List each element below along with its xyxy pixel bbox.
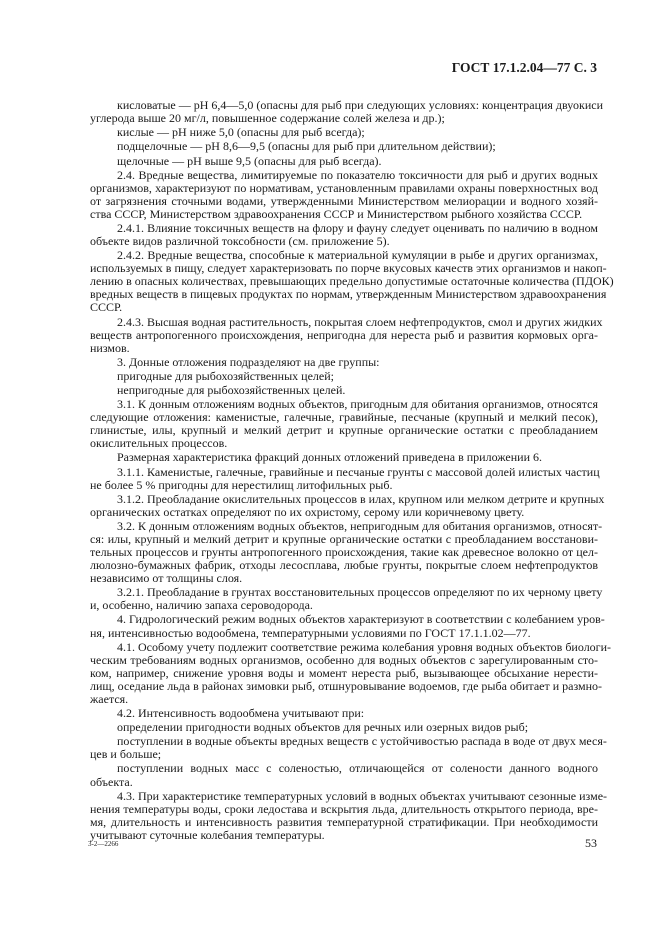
paragraph xyxy=(90,707,598,720)
text-line: СССР. xyxy=(90,300,123,315)
text-line: следующие отложения: каменистые, галечные, гравийные, песчаные (крупный и мелкий песок), xyxy=(90,410,598,425)
text-line: ческим требованиям водных организмов, особенно для водных объектов с зарегулированным сто- xyxy=(90,652,598,667)
paragraph xyxy=(90,370,598,383)
text-line: определении пригодности водных объектов для речных или озерных видов рыб; xyxy=(117,720,529,735)
text-line: жается. xyxy=(90,691,129,706)
text-line: 3. Донные отложения подразделяют на две группы: xyxy=(117,354,380,369)
text-line: 2.4. Вредные вещества, лимитируемые по показателю токсичности для рыб и других водных xyxy=(117,167,598,182)
text-line: 2.4.3. Высшая водная растительность, покрытая слоем нефтепродуктов, смол и других жидких xyxy=(117,314,603,329)
page-number: 53 xyxy=(585,836,597,850)
paragraph xyxy=(90,762,598,788)
text-line: используемых в пищу, следует характеризовать по порче вкусовых качеств этих организмов и накоп- xyxy=(90,261,607,276)
paragraph xyxy=(90,451,598,464)
text-line: глинистые, илы, крупный и мелкий детрит и крупные органические остатки с преобладанием xyxy=(90,423,598,438)
text-line: лению в опасных количествах, превышающих предельно допустимые остаточные количества (ПДОК) xyxy=(90,274,614,289)
paragraph xyxy=(90,384,598,397)
text-line: 2.4.2. Вредные вещества, способные к материальной кумуляции в рыбе и других организмах, xyxy=(117,248,598,263)
text-line: кисловатые — pH 6,4—5,0 (опасны для рыб при следующих условиях: концентрация двуокиси xyxy=(117,98,603,113)
paragraph xyxy=(90,639,612,706)
text-line: независимо от толщины слоя. xyxy=(90,571,243,586)
text-line: поступлении в водные объекты вредных веществ с устойчивостью распада в воде от двух меся- xyxy=(117,734,607,749)
paragraph xyxy=(90,140,598,153)
text-line: 4. Гидрологический режим водных объектов характеризуют в соответствии с колебанием уров- xyxy=(117,612,605,627)
text-line: 4.2. Интенсивность водообмена учитывают при: xyxy=(117,705,365,720)
text-line: кислые — pH ниже 5,0 (опасны для рыб всегда); xyxy=(117,125,365,140)
text-line: ся: илы, крупный и мелкий детрит и крупные органические остатки с преобладанием восстанови- xyxy=(90,532,598,546)
text-line: тельных процессов и грунты антропогенного происхождения, такие как древесное волокно от цел- xyxy=(90,545,598,560)
document-header: ГОСТ 17.1.2.04—77 С. 3 xyxy=(451,60,597,75)
text-line: непригодные для рыбохозяйственных целей. xyxy=(117,383,346,398)
text-line: 3.2. К донным отложениям водных объектов, непригодным для обитания организмов, относят- xyxy=(117,518,603,533)
text-line: цев и больше; xyxy=(90,747,162,762)
text-line: 3.2.1. Преобладание в грунтах восстановительных процессов определяют по их черному цвету xyxy=(117,585,603,600)
paragraph xyxy=(90,155,598,168)
paragraph xyxy=(90,734,607,762)
text-line: подщелочные — pH 8,6—9,5 (опасны для рыб при длительном действии); xyxy=(117,139,496,154)
text-line: поступлении водных масс с соленостью, отличающейся от солености данного водного xyxy=(117,761,598,776)
text-line: пригодные для рыбохозяйственных целей; xyxy=(117,368,334,383)
text-line: 4.1. Особому учету подлежит соответствие режима колебания уровня водных объектов биологи- xyxy=(117,639,612,654)
text-line: лищ, оседание льда в районах зимовки рыб, отшнуровывание водоемов, где рыба обитает и размно- xyxy=(90,678,603,693)
paragraph xyxy=(90,585,603,613)
paragraph xyxy=(90,248,614,315)
text-line: низмов. xyxy=(90,340,130,355)
paragraph xyxy=(90,398,598,450)
paragraph xyxy=(90,721,598,734)
paragraph xyxy=(90,788,608,842)
text-line: щелочные — pH выше 9,5 (опасны для рыб всегда). xyxy=(117,153,382,168)
text-line: веществ антропогенного происхождения, непригодна для нереста рыб и развития кормовых орга- xyxy=(90,327,598,342)
text-line: Размерная характеристика фракций донных отложений приведена в приложении 6. xyxy=(117,450,543,465)
text-line: не более 5 % пригодны для нерестилищ литофильных рыб. xyxy=(90,477,393,492)
text-line: 3.1. К донным отложениям водных объектов, пригодным для обитания организмов, относятся xyxy=(117,397,598,412)
paragraph xyxy=(90,126,598,139)
text-line: 2.4.1. Влияние токсичных веществ на флору и фауну следует оценивать по наличию в водном xyxy=(117,220,598,235)
text-line: объекта. xyxy=(90,774,133,789)
text-line: ня, интенсивностью водообмена, температурными условиями по ГОСТ 17.1.1.02—77. xyxy=(90,625,531,640)
text-line: ства СССР, Министерством здравоохранения СССР и Министерством рыбного хозяйства СССР. xyxy=(90,206,583,221)
text-line: люлозно-бумажных фабрик, отходы лесосплава, любые грунты, покрытые слоем нефтепродуктов xyxy=(90,558,598,573)
text-line: вредных веществ в пищевых продуктах по нормам, утвержденным Министерством здравоохранения xyxy=(90,287,607,302)
text-line: объекте видов различной токсобности (см. приложение 5). xyxy=(90,234,390,249)
text-line: окислительных процессов. xyxy=(90,436,228,451)
paragraph xyxy=(90,612,605,640)
paragraph xyxy=(90,222,598,248)
text-line: мя, длительность и интенсивность развития температурной стратификации. При необходимости xyxy=(90,814,598,829)
text-line: ком, например, снижение уровня воды и момент нереста рыб, вызывающее обсыхание нерести- xyxy=(90,665,598,680)
text-line: 3.1.2. Преобладание окислительных процессов в илах, крупном или мелком детрите и крупных xyxy=(117,491,605,506)
text-line: органических остатках определяют по их охристому, серому или коричневому цвету. xyxy=(90,504,525,519)
document-body xyxy=(90,98,614,842)
text-line: 4.3. При характеристике температурных условий в водных объектах учитывают сезонные изме- xyxy=(117,788,608,803)
text-line: организмов, характеризуют по нормативам, установленным правилами охраны поверхностных вод xyxy=(90,180,598,195)
paragraph xyxy=(90,356,598,369)
paragraph xyxy=(90,169,598,221)
paragraph xyxy=(90,518,603,586)
paragraph xyxy=(90,98,603,126)
text-line: и, особенно, наличию запаха сероводорода. xyxy=(90,598,313,613)
text-line: от загрязнения сточными водами, утвержденными Министерством мелиорации и водного хозяй- xyxy=(90,193,598,208)
text-line: углерода выше 20 мг/л, повышенное содержание солей железа и др.); xyxy=(90,111,445,126)
text-line: учитывают суточные колебания температуры. xyxy=(90,827,325,842)
paragraph xyxy=(90,491,605,519)
paragraph xyxy=(90,314,603,355)
text-line: нения температуры воды, сроки ледостава и вскрытия льда, длительность открытого периода, вре- xyxy=(90,801,598,816)
text-line: 3.1.1. Каменистые, галечные, гравийные и песчаные грунты с массовой долей илистых частиц xyxy=(117,464,600,479)
print-code: 3-2—2266 xyxy=(88,840,119,848)
paragraph xyxy=(90,466,598,492)
